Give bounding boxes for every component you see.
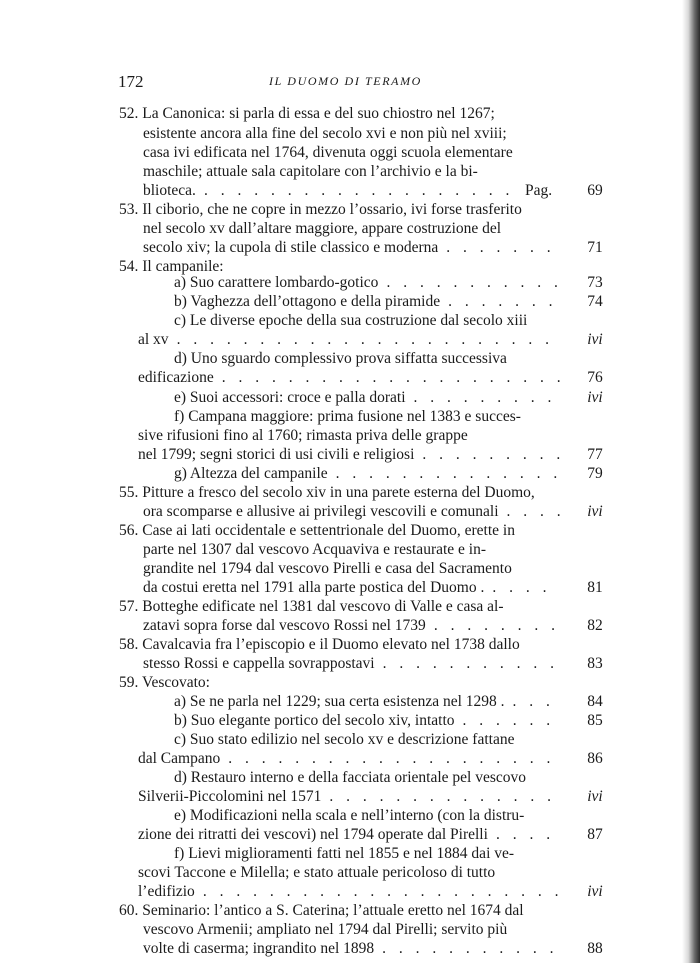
toc-line — [119, 521, 515, 540]
toc-line — [174, 711, 455, 730]
toc-text: stesso Rossi e cappella sovrappostavi — [143, 655, 375, 672]
toc-page-number: 83 — [587, 655, 603, 672]
toc-page-number: 88 — [587, 940, 603, 957]
leader-dots: . . . . . . . . . . . . . . . . . . . . — [228, 750, 555, 767]
toc-line — [119, 200, 522, 219]
toc-line — [143, 219, 501, 238]
toc-text: esistente ancora alla fine del secolo xvi e non più nel xviii; — [143, 125, 507, 142]
toc-page-number: ivi — [587, 331, 603, 348]
toc-line — [143, 920, 507, 939]
leader-dots: . . . . . . . — [448, 293, 557, 310]
toc-page-number: 77 — [587, 446, 603, 463]
toc-line — [174, 311, 527, 330]
toc-page-number: 85 — [587, 712, 603, 729]
toc-line — [143, 540, 486, 559]
toc-text: 55. Pitture a fresco del secolo xiv in una parete esterna del Duomo, — [119, 484, 535, 501]
toc-text: Silverii-Piccolomini nel 1571 — [138, 788, 322, 805]
toc-text: zatavi sopra forse dal vescovo Rossi nel 1739 — [143, 617, 426, 634]
toc-page-number: 74 — [587, 293, 603, 310]
toc-line — [174, 407, 521, 426]
toc-line — [174, 806, 524, 825]
toc-text: 52. La Canonica: si parla di essa e del suo chiostro nel 1267; — [119, 105, 495, 122]
page-edge-shadow — [682, 0, 700, 963]
toc-text: al xv — [138, 331, 169, 348]
page-header — [118, 72, 573, 94]
pag-label: Pag. — [525, 182, 553, 199]
toc-page-number: ivi — [587, 883, 603, 900]
toc-text: d) Uno sguardo complessivo prova siffatta successiva — [174, 350, 507, 367]
leader-dots: . . . . . . . . . — [413, 389, 556, 406]
toc-page-number: ivi — [587, 503, 603, 520]
toc-text: d) Restauro interno e della facciata orientale pel vescovo — [174, 769, 527, 786]
toc-line — [143, 939, 374, 958]
toc-text: maschile; attuale sala capitolare con l’archivio e la bi- — [143, 163, 478, 180]
leader-dots: . . . . . . . . . . . . . . . . . . . . . — [221, 369, 566, 386]
toc-text: 54. Il campanile: — [119, 258, 224, 275]
toc-page-number: 79 — [587, 465, 603, 482]
toc-line — [143, 181, 196, 200]
toc-line — [138, 882, 195, 901]
toc-page-number: 71 — [587, 239, 603, 256]
toc-line — [138, 825, 488, 844]
toc-text: parte nel 1307 dal vescovo Acquaviva e restaurate e in- — [143, 541, 487, 558]
toc-line — [143, 502, 499, 521]
toc-text: c) Le diverse epoche della sua costruzione dal secolo xiii — [174, 312, 528, 329]
toc-text: edificazione — [138, 369, 214, 386]
toc-text: b) Suo elegante portico del secolo xiv, intatto — [174, 712, 455, 729]
toc-page-number: 73 — [587, 274, 603, 291]
leader-dots: . . . . . . . . . . . . . . . . . . . — [203, 182, 514, 199]
toc-text: zione dei ritratti dei vescovi) nel 1794 operate dal Pirelli — [138, 826, 488, 843]
toc-line — [174, 388, 406, 407]
leader-dots: . . . . — [506, 503, 566, 520]
toc-page-number: 87 — [587, 826, 603, 843]
toc-line — [143, 162, 478, 181]
leader-dots: . . . . . . . . . . . — [386, 274, 563, 291]
leader-dots: . . . . — [492, 579, 551, 596]
toc-text: sive rifusioni fino al 1760; rimasta priva delle grappe — [138, 427, 468, 444]
toc-text: e) Suoi accessori: croce e palla dorati — [174, 389, 406, 406]
toc-line — [143, 654, 375, 673]
toc-text: volte di caserma; ingrandito nel 1898 — [143, 940, 375, 957]
toc-text: a) Se ne parla nel 1229; sua certa esistenza nel 1298 . — [174, 693, 505, 710]
leader-dots: . . . . . . — [462, 712, 555, 729]
toc-page-number: 86 — [587, 750, 603, 767]
toc-text: secolo xiv; la cupola di stile classico e moderna — [143, 239, 439, 256]
toc-text: casa ivi edificata nel 1764, divenuta oggi scuola elementare — [143, 144, 513, 161]
toc-text: l’edifizio — [138, 883, 195, 900]
toc-text: g) Altezza del campanile — [174, 465, 328, 482]
toc-line — [138, 749, 220, 768]
toc-line — [174, 692, 505, 711]
toc-line — [119, 597, 504, 616]
leader-dots: . . . — [512, 693, 555, 710]
page-number: 172 — [118, 72, 144, 91]
toc-line — [174, 730, 514, 749]
toc-text: 58. Cavalcavia fra l’episcopio e il Duomo elevato nel 1738 dallo — [119, 636, 520, 653]
toc-text: 57. Botteghe edificate nel 1381 dal vescovo di Valle e casa al- — [119, 598, 504, 615]
leader-dots: . . . . . . . — [446, 239, 556, 256]
toc-line — [174, 464, 328, 483]
leader-dots: . . . . — [495, 826, 555, 843]
leader-dots: . . . . . . . . . . . . . . . . . . . . . . . — [176, 331, 554, 348]
toc-text: 59. Vescovato: — [119, 674, 210, 691]
toc-text: b) Vaghezza dell’ottagono e della piramide — [174, 293, 441, 310]
toc-line — [143, 143, 513, 162]
toc-line — [119, 483, 535, 502]
toc-text: c) Suo stato edilizio nel secolo xv e descrizione fattane — [174, 731, 515, 748]
toc-line — [119, 673, 210, 692]
leader-dots: . . . . . . . . . . . — [382, 940, 559, 957]
toc-page-number: 82 — [587, 617, 603, 634]
toc-text: blioteca. — [143, 182, 196, 199]
toc-page-number: 76 — [587, 369, 603, 386]
toc-line — [138, 368, 214, 387]
toc-line — [119, 901, 524, 920]
leader-dots: . . . . . . . . . — [422, 446, 565, 463]
toc-text: nel secolo xv dall’altare maggiore, appare costruzione del — [143, 220, 502, 237]
toc-line — [138, 426, 468, 445]
toc-line — [138, 445, 414, 464]
toc-line — [143, 124, 507, 143]
toc-text: da costui eretta nel 1791 alla parte postica del Duomo . — [143, 579, 485, 596]
toc-line — [174, 349, 507, 368]
toc-text: ora scomparse e allusive ai privilegi vescovili e comunali — [143, 503, 499, 520]
toc-page-number: ivi — [587, 788, 603, 805]
toc-line — [143, 578, 484, 597]
toc-line — [143, 559, 512, 578]
leader-dots: . . . . . . . . . . . . . . . . . . . . . . — [202, 883, 563, 900]
toc-page-number: 69 — [587, 182, 603, 199]
toc-line — [174, 768, 526, 787]
toc-line — [138, 330, 169, 349]
running-title: IL DUOMO DI TERAMO — [269, 74, 422, 88]
leader-dots: . . . . . . . . . . . . . . — [335, 465, 562, 482]
toc-line — [119, 104, 495, 123]
toc-line — [143, 238, 438, 257]
toc-page-number: 81 — [587, 579, 603, 596]
toc-text: nel 1799; segni storici di usi civili e religiosi — [138, 446, 415, 463]
toc-text: f) Lievi miglioramenti fatti nel 1855 e nel 1884 dai ve- — [174, 845, 515, 862]
toc-line — [174, 844, 514, 863]
leader-dots: . . . . . . . . — [433, 617, 560, 634]
toc-line — [143, 616, 426, 635]
toc-line — [119, 635, 520, 654]
toc-text: f) Campana maggiore: prima fusione nel 1383 e succes- — [174, 408, 521, 425]
toc-line — [174, 273, 378, 292]
toc-text: scovi Taccone e Milella; e stato attuale pericoloso di tutto — [138, 864, 496, 881]
toc-text: 60. Seminario: l’antico a S. Caterina; l’attuale eretto nel 1674 dal — [119, 902, 524, 919]
toc-line — [138, 787, 321, 806]
toc-text: e) Modificazioni nella scala e nell’interno (con la distru- — [174, 807, 525, 824]
toc-text: 56. Case ai lati occidentale e settentrionale del Duomo, erette in — [119, 522, 515, 539]
toc-text: 53. Il ciborio, che ne copre in mezzo l’ossario, ivi forse trasferito — [119, 201, 522, 218]
toc-text: dal Campano — [138, 750, 221, 767]
leader-dots: . . . . . . . . . . . — [382, 655, 559, 672]
toc-text: a) Suo carattere lombardo-gotico — [174, 274, 379, 291]
toc-text: vescovo Armenii; ampliato nel 1794 dal Pirelli; servito più — [143, 921, 508, 938]
toc-line — [174, 292, 440, 311]
toc-page-number: ivi — [587, 389, 603, 406]
toc-text: grandite nel 1794 dal vescovo Pirelli e casa del Sacramento — [143, 560, 512, 577]
toc-page-number: 84 — [587, 693, 603, 710]
toc-line — [138, 863, 495, 882]
leader-dots: . . . . . . . . . . . . . . — [329, 788, 556, 805]
